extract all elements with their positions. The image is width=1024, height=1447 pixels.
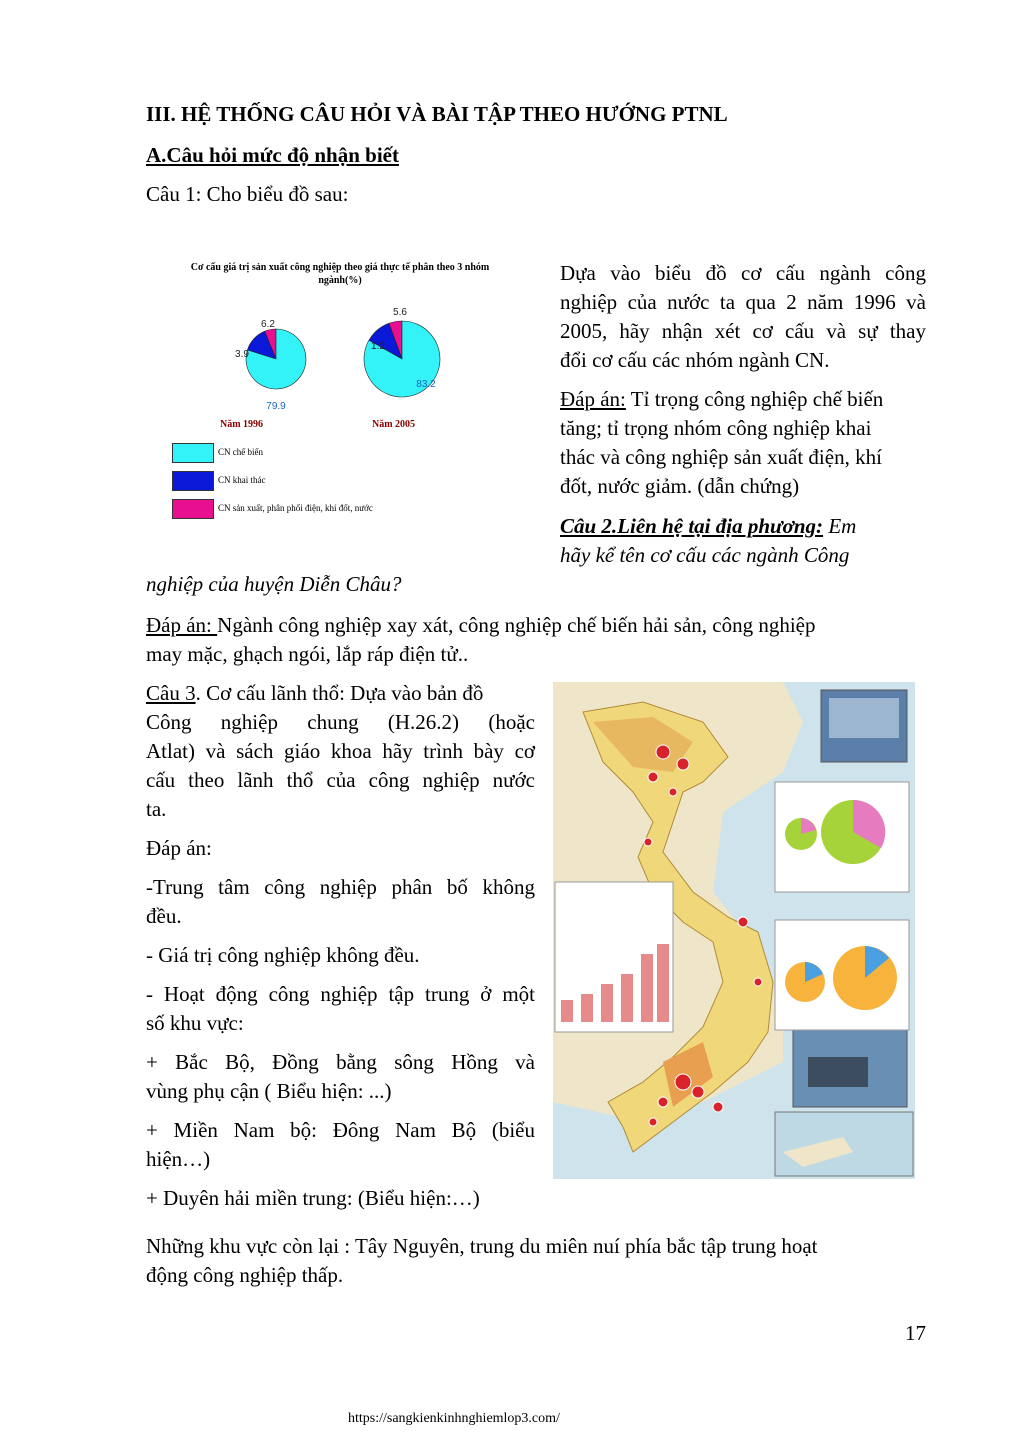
industry-map-image [553, 682, 915, 1179]
pie-1996-caption: Năm 1996 [220, 419, 264, 430]
q1-line: 2005, hãy nhận xét cơ cấu và sự thay [560, 319, 926, 343]
section-heading: III. HỆ THỐNG CÂU HỎI VÀ BÀI TẬP THEO HƯỚNG PTNL [146, 102, 728, 126]
chart-title: Cơ cấu giá trị sản xuất công nghiệp theo giá thực tế phân theo 3 nhóm ngành(%) [190, 262, 490, 286]
question-2-text: nghiệp của huyện Diễn Châu? [146, 572, 402, 596]
answer-line: + Bắc Bộ, Đồng bằng sông Hồng và [146, 1050, 535, 1074]
question-1-intro: Câu 1: Cho biểu đồ sau: [146, 182, 349, 206]
question-2-text: Em [823, 514, 857, 538]
question-2-answer-cont: may mặc, ghạch ngói, lắp ráp điện tử.. [146, 642, 469, 666]
answer-text: thác và công nghiệp sản xuất điện, khí [560, 445, 882, 469]
q1-line: đổi cơ cấu các nhóm ngành CN. [560, 348, 830, 372]
answer-line: - Giá trị công nghiệp không đều. [146, 943, 420, 967]
answer-line: + Duyên hải miền trung: (Biểu hiện:…) [146, 1186, 480, 1210]
legend-label-khai-thac: CN khai thác [218, 475, 266, 485]
pie-chart-figure [160, 255, 540, 525]
pie-value-label-0-1: 3.9 [235, 349, 249, 360]
legend-swatch-che-bien [172, 443, 214, 463]
page-number: 17 [905, 1321, 926, 1345]
question-3-text: Công nghiệp chung (H.26.2) (hoặc [146, 710, 535, 734]
question-1-answer [560, 385, 926, 501]
pie-value-label-1-1: 1.2 [371, 341, 385, 352]
question-2-label: Câu 2.Liên hệ tại địa phương: [560, 514, 824, 538]
pie-2005-caption: Năm 2005 [372, 419, 416, 430]
answer-text: Ngành công nghiệp xay xát, công nghiệp chế biến hải sản, công nghiệp [217, 613, 816, 637]
vietnam-map-illustration [553, 682, 915, 1179]
answer-heading: Đáp án: [146, 836, 212, 860]
answer-text: Tỉ trọng công nghiệp chế biến [625, 387, 884, 411]
pie-value-label-1-0: 83.2 [416, 379, 436, 390]
pie-value-label-1-2: 5.6 [393, 307, 407, 318]
question-3-text: Atlat) và sách giáo khoa hãy trình bày cơ [146, 739, 535, 763]
legend-label-che-bien: CN chế biến [218, 447, 263, 457]
answer-line: đều. [146, 904, 182, 928]
legend-swatch-dien-khi-nuoc [172, 499, 214, 519]
q1-line: nghiệp của nước ta qua 2 năm 1996 và [560, 290, 926, 314]
answer-text: đốt, nước giảm. (dẫn chứng) [560, 474, 800, 498]
answer-label: Đáp án: [560, 387, 626, 411]
pie-value-label-0-2: 6.2 [261, 319, 275, 330]
question-2 [560, 512, 926, 570]
closing-line: động công nghiệp thấp. [146, 1263, 344, 1287]
q1-line: Dựa vào biểu đồ cơ cấu ngành công [560, 261, 926, 285]
answer-line: -Trung tâm công nghiệp phân bố không [146, 875, 535, 899]
question-3-label: Câu 3 [146, 681, 196, 705]
footer-url: https://sangkienkinhnghiemlop3.com/ [348, 1411, 560, 1426]
question-1-text [560, 259, 926, 375]
question-2-text: hãy kể tên cơ cấu các ngành Công [560, 543, 850, 567]
answer-label: Đáp án: [146, 613, 218, 637]
answer-line: + Miền Nam bộ: Đông Nam Bộ (biểu [146, 1118, 535, 1142]
question-3-text: ta. [146, 797, 167, 821]
legend-swatch-khai-thac [172, 471, 214, 491]
question-3-text: cấu theo lãnh thổ của công nghiệp nước [146, 768, 535, 792]
legend-label-dien-khi-nuoc: CN sản xuất, phân phối điện, khí đốt, nước [218, 503, 373, 513]
answer-line: số khu vực: [146, 1011, 244, 1035]
answer-line: - Hoạt động công nghiệp tập trung ở một [146, 982, 535, 1006]
answer-line: vùng phụ cận ( Biểu hiện: ...) [146, 1079, 392, 1103]
question-3-text: . Cơ cấu lãnh thổ: Dựa vào bản đồ [195, 681, 484, 705]
closing-line: Những khu vực còn lại : Tây Nguyên, trung du miên nuí phía bắc tập trung hoạt [146, 1234, 818, 1258]
answer-line: hiện…) [146, 1147, 211, 1171]
answer-text: tăng; tỉ trọng nhóm công nghiệp khai [560, 416, 872, 440]
question-3 [146, 679, 535, 1213]
question-2-answer [146, 611, 926, 639]
subsection-heading: A.Câu hỏi mức độ nhận biết [146, 143, 399, 167]
pie-value-label-0-0: 79.9 [266, 401, 286, 412]
pie-charts [160, 291, 540, 451]
